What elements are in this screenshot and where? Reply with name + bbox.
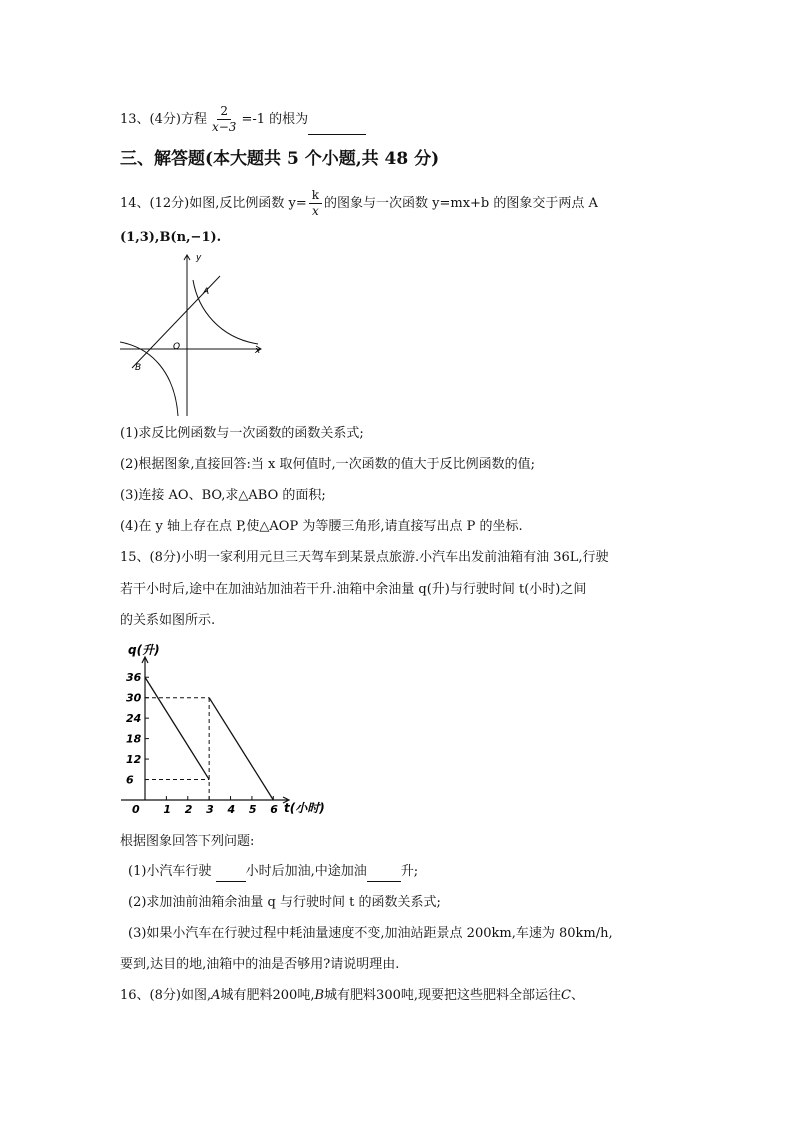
q14-line1 xyxy=(120,188,598,219)
q14-point-b-label: B xyxy=(135,363,142,373)
q14-line1-suffix: 的图象与一次函数 y=mx+b 的图象交于两点 A xyxy=(324,196,598,211)
q14-line1-prefix: 14、(12分)如图,反比例函数 y= xyxy=(120,196,307,211)
q14-sub4: (4)在 y 轴上存在点 P,使△AOP 为等腰三角形,请直接写出点 P 的坐标. xyxy=(120,519,523,534)
q15-chart-marks xyxy=(121,657,289,816)
q13-frac-den: x−3 xyxy=(211,120,237,134)
q16-b-amount: 300 xyxy=(376,988,401,1003)
q15-x-tick-label-5: 5 xyxy=(248,803,257,816)
q15-x-tick-label-1: 1 xyxy=(163,803,172,816)
q16-mid4: 吨,现要把这些肥料全部运往 xyxy=(400,988,562,1003)
q15-sub1-blank2[interactable] xyxy=(367,867,401,882)
q16-mid3: 城有肥料 xyxy=(324,988,377,1003)
q14-sub3: (3)连接 AO、BO,求△ABO 的面积; xyxy=(120,488,326,503)
q15-y-tick-label-36: 36 xyxy=(126,671,142,685)
q14-frac-num: k xyxy=(309,188,322,204)
q15-sub1-a: (1)小汽车行驶 xyxy=(128,864,212,879)
q14-fraction xyxy=(309,188,322,219)
q14-x-label: x xyxy=(255,346,261,356)
q15-y-tick-label-24: 24 xyxy=(126,712,142,726)
q16-city-a: A xyxy=(211,988,221,1003)
q15-line3: 的关系如图所示. xyxy=(120,613,216,628)
section-3-title: 三、解答题(本大题共 5 个小题,共 48 分) xyxy=(120,149,440,169)
q16-a-amount: 200 xyxy=(272,988,298,1003)
q15-sub1-blank1[interactable] xyxy=(216,867,246,882)
q16-prefix: 16、(8分)如图, xyxy=(120,988,212,1003)
q13-prefix: 13、(4分)方程 xyxy=(120,112,207,127)
q16-city-b: B xyxy=(314,988,325,1003)
q13-line xyxy=(120,104,366,135)
q16-line xyxy=(120,986,584,1006)
q14-sub1: (1)求反比例函数与一次函数的函数关系式; xyxy=(120,426,364,441)
q14-graph xyxy=(120,248,270,418)
q15-y-axis-label: q(升) xyxy=(128,643,160,657)
q13-suffix: =-1 的根为 xyxy=(241,112,309,127)
q15-x-tick-label-3: 3 xyxy=(206,803,214,816)
q15-sub1-b: 小时后加油,中途加油 xyxy=(245,864,367,879)
q15-x-tick-label-2: 2 xyxy=(184,803,193,816)
q15-y-tick-label-18: 18 xyxy=(126,732,142,746)
q15-y-tick-label-12: 12 xyxy=(126,753,142,767)
q15-series-line-1 xyxy=(145,677,209,779)
q16-mid1: 城有肥料 xyxy=(220,988,273,1003)
q15-origin-label: 0 xyxy=(132,803,140,816)
q15-y-tick-label-6: 6 xyxy=(126,773,134,787)
q15-sub1 xyxy=(128,862,418,882)
q15-line2: 若干小时后,途中在加油站加油若干升.油箱中余油量 q(升)与行驶时间 t(小时)之间 xyxy=(120,582,587,597)
q14-point-a-label: A xyxy=(203,287,210,297)
q15-chart xyxy=(116,640,366,820)
q15-sub2: (2)求加油前油箱余油量 q 与行驶时间 t 的函数关系式; xyxy=(128,895,441,910)
q14-sub2: (2)根据图象,直接回答:当 x 取何值时,一次函数的值大于反比例函数的值; xyxy=(120,457,536,472)
q13-answer-blank[interactable] xyxy=(308,120,366,135)
q15-sub3: (3)如果小汽车在行驶过程中耗油量速度不变,加油站距景点 200km,车速为 80km/h, xyxy=(128,926,613,941)
q15-y-tick-label-30: 30 xyxy=(126,691,142,705)
q15-series-line-2 xyxy=(209,698,273,800)
q15-line1: 15、(8分)小明一家利用元旦三天驾车到某景点旅游.小汽车出发前油箱有油 36L,行驶 xyxy=(120,550,609,565)
q14-line2: (1,3),B(n,−1). xyxy=(120,230,222,245)
q15-x-tick-label-4: 4 xyxy=(227,803,236,816)
q15-x-tick-label-6: 6 xyxy=(270,803,278,816)
q16-city-c: C xyxy=(561,988,571,1003)
q15-x-axis-label: t(小时) xyxy=(284,801,325,815)
q15-sub3-cont: 要到,达目的地,油箱中的油是否够用?请说明理由. xyxy=(120,957,400,972)
q13-frac-num: 2 xyxy=(217,104,231,120)
q15-intro: 根据图象回答下列问题: xyxy=(120,834,255,849)
q16-mid2: 吨, xyxy=(297,988,315,1003)
q14-hyperbola-lower xyxy=(120,342,181,416)
q13-fraction xyxy=(209,104,239,135)
q14-origin-label: O xyxy=(173,342,181,352)
q14-frac-den: x xyxy=(311,204,319,218)
q14-y-label: y xyxy=(196,253,202,263)
q16-end: 、 xyxy=(570,988,584,1003)
q15-sub1-c: 升; xyxy=(400,864,419,879)
